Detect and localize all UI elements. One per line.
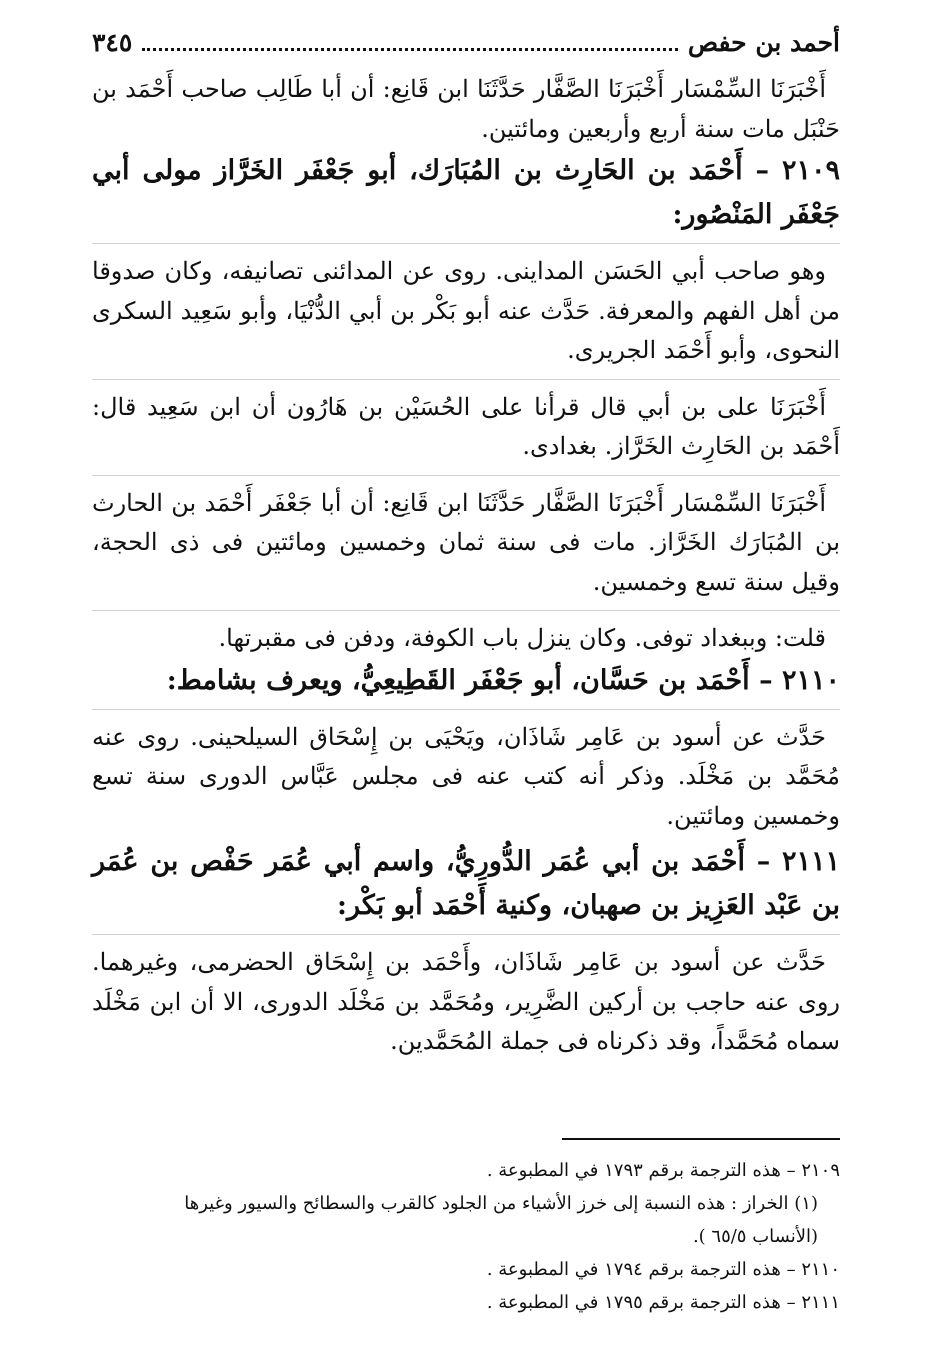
footnote-2110: ٢١١٠ – هذه الترجمة برقم ١٧٩٤ في المطبوعة . xyxy=(486,1259,840,1280)
running-head-title: أحمد بن حفص xyxy=(687,28,840,57)
separator-line xyxy=(92,243,840,244)
paragraph-isnad-abu-talib: أَخْبَرَنَا السِّمْسَار أَخْبَرَنَا الصَّفَّار حَدَّثَنَا ابن قَانِع: أن أبا طَالِب صاحب أَحْمَد بن حَنْبَل مات سنة أربع وأربعين ومائتين. xyxy=(92,75,840,143)
footnote-2111: ٢١١١ – هذه الترجمة برقم ١٧٩٥ في المطبوعة . xyxy=(486,1292,840,1313)
entry-heading-2111: ٢١١١ – أَحْمَد بن أبي عُمَر الدُّورِيُّ، واسم أبي عُمَر حَفْص بن عُمَر بن عَبْد العَزِيز بن صهبان، وكنية أَحْمَد أبو بَكْر: xyxy=(92,846,840,921)
separator-line xyxy=(92,475,840,476)
separator-line xyxy=(92,610,840,611)
footnotes xyxy=(92,1154,840,1319)
dotted-leader xyxy=(142,48,678,51)
footnote-1-khazzaz: (١) الخراز : هذه النسبة إلى خرز الأشياء من الجلود كالقرب والسطائح والسيور وغيرها xyxy=(184,1193,818,1214)
paragraph-entry-2109-bio: وهو صاحب أبي الحَسَن المداينى. روى عن المدائنى تصانيفه، وكان صدوقا من أهل الفهم والمعرفة. حَدَّث عنه أبو بَكْر بن أبي الدُّنْيَا، وأبو سَعِيد السكرى النحوى، وأبو أَحْمَد الجريرى. xyxy=(92,257,840,364)
entry-heading-2109: ٢١٠٩ – أَحْمَد بن الحَارِث بن المُبَارَك، أبو جَعْفَر الخَرَّاز مولى أبي جَعْفَر المَنْصُور: xyxy=(92,155,840,230)
running-head xyxy=(92,28,840,70)
separator-line xyxy=(92,709,840,710)
footnote-2109: ٢١٠٩ – هذه الترجمة برقم ١٧٩٣ في المطبوعة . xyxy=(486,1160,840,1181)
paragraph-entry-2111-bio: حَدَّث عن أسود بن عَامِر شَاذَان، وأَحْمَد بن إِسْحَاق الحضرمى، وغيرهما. روى عنه حاجب بن أركين الضَّرِير، ومُحَمَّد بن مَخْلَد الدورى، الا أن ابن مَخْلَد سماه مُحَمَّداً، وقد ذكرناه فى جملة المُحَمَّدين. xyxy=(92,948,840,1055)
footnote-1-khazzaz-ref: (الأنساب ٦٥/٥ ). xyxy=(692,1226,818,1247)
entry-heading-2110: ٢١١٠ – أَحْمَد بن حَسَّان، أبو جَعْفَر القَطِيعِيُّ، ويعرف بشامط: xyxy=(166,664,840,696)
paragraph-entry-2109-ibn-said: أَخْبَرَنَا على بن أبي قال قرأنا على الحُسَيْن بن هَارُون أن ابن سَعِيد قال: أَحْمَد بن الحَارِث الخَرَّاز. بغدادى. xyxy=(92,392,840,460)
paragraph-entry-2109-death: أَخْبَرَنَا السِّمْسَار أَخْبَرَنَا الصَّفَّار حَدَّثَنَا ابن قَانِع: أن أبا جَعْفَر أَحْمَد بن الحارث بن المُبَارَك الخَرَّاز. مات فى سنة ثمان وخمسين ومائتين فى ذى الحجة، وقيل سنة تسع وخمسين. xyxy=(92,488,840,596)
paragraph-entry-2110-bio: حَدَّث عن أسود بن عَامِر شَاذَان، ويَحْيَى بن إِسْحَاق السيلحينى. روى عنه مُحَمَّد بن مَخْلَد. وذكر أنه كتب عنه فى مجلس عَبَّاس الدورى سنة تسع وخمسين ومائتين. xyxy=(92,722,840,830)
page-number: ٣٤٥ xyxy=(92,28,133,57)
separator-line xyxy=(92,379,840,380)
footnote-rule xyxy=(562,1138,840,1140)
separator-line xyxy=(92,934,840,935)
paragraph-entry-2109-note: قلت: وببغداد توفى. وكان ينزل باب الكوفة، ودفن فى مقبرتها. xyxy=(218,624,826,652)
book-page xyxy=(92,28,840,1328)
